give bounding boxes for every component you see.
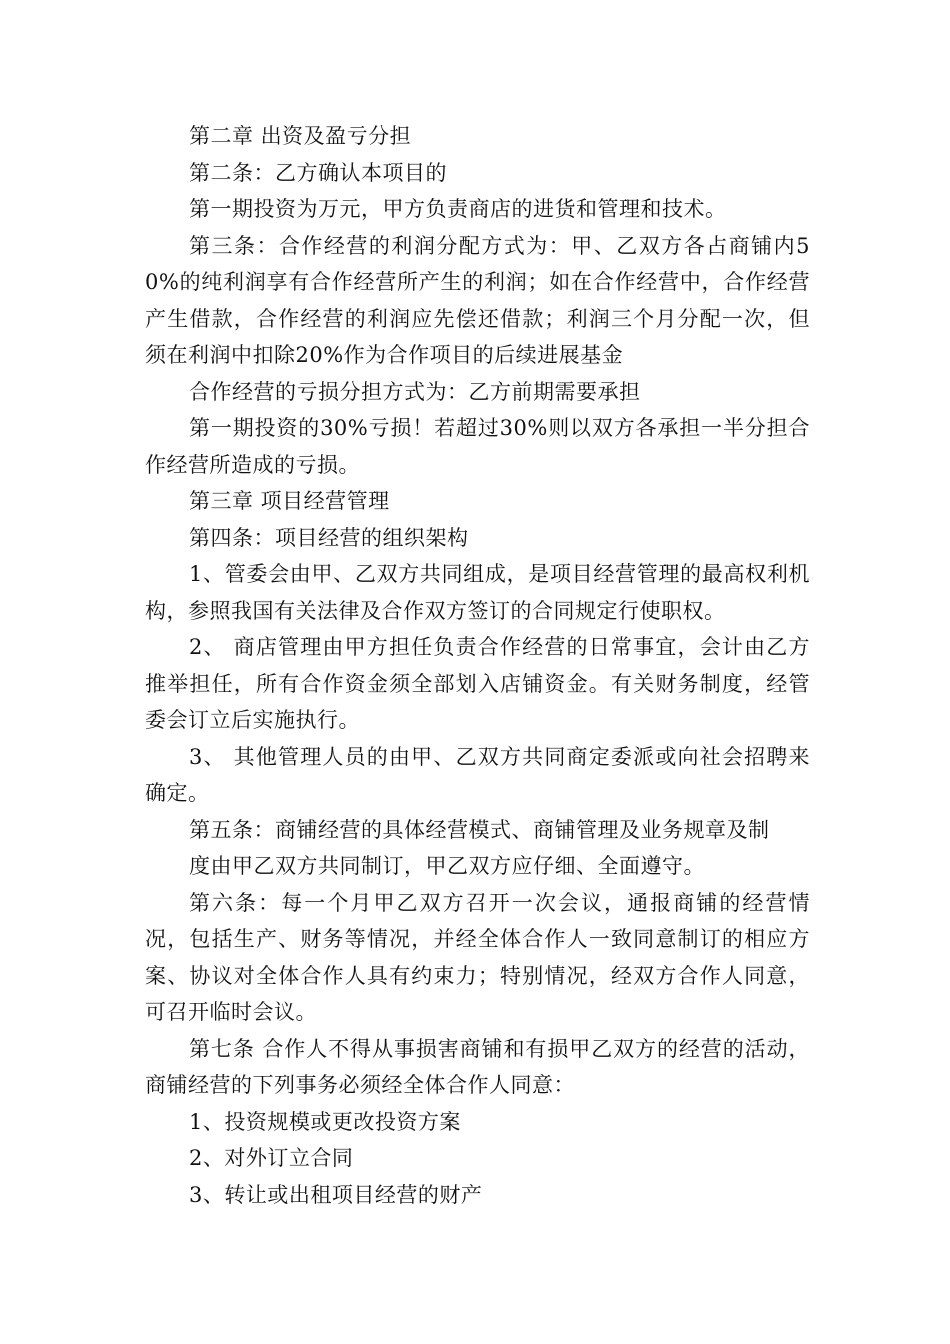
article-7-item-1: 1、投资规模或更改投资方案 (189, 1109, 461, 1134)
article-5-line-1: 第五条：商铺经营的具体经营模式、商铺管理及业务规章及制 (189, 817, 770, 842)
article-4-item-3: 3、 其他管理人员的由甲、乙双方共同商定委派或向社会招聘来确定。 (145, 744, 810, 805)
article-6: 第六条：每一个月甲乙双方召开一次会议，通报商铺的经营情况，包括生产、财务等情况，并经全体合作人一致同意制订的相应方案、协议对全体合作人具有约束力；特别情况，经双方合作人同意，可召开临时会议。 (145, 890, 810, 1024)
article-4-item-2: 2、 商店管理由甲方担任负责合作经营的日常事宜，会计由乙方推举担任，所有合作资金须全部划入店铺资金。有关财务制度，经管委会订立后实施执行。 (145, 635, 810, 732)
article-7: 第七条 合作人不得从事损害商铺和有损甲乙双方的经营的活动，商铺经营的下列事务必须经全体合作人同意： (145, 1036, 810, 1097)
chapter-heading-3: 第三章 项目经营管理 (189, 489, 390, 513)
article-7-item-3: 3、转让或出租项目经营的财产 (189, 1182, 483, 1207)
article-5-line-2: 度由甲乙双方共同制订，甲乙双方应仔细、全面遵守。 (189, 854, 705, 878)
article-7-item-2: 2、对外订立合同 (189, 1146, 354, 1170)
article-2-intro: 第二条：乙方确认本项目的 (189, 160, 447, 185)
article-4-item-1: 1、管委会由甲、乙双方共同组成，是项目经营管理的最高权利机构，参照我国有关法律及合作双方签订的合同规定行使职权。 (145, 562, 810, 623)
article-3-loss-body: 第一期投资的30%亏损！若超过30%则以双方各承担一半分担合作经营所造成的亏损。 (145, 416, 810, 477)
article-4-heading: 第四条：项目经营的组织架构 (189, 525, 469, 550)
document-body (145, 118, 810, 1213)
article-3-profit: 第三条：合作经营的利润分配方式为：甲、乙双方各占商铺内50%的纯利润享有合作经营所产生的利润；如在合作经营中，合作经营产生借款，合作经营的利润应先偿还借款；利润三个月分配一次，但须在利润中扣除20%作为合作项目的后续进展基金 (145, 233, 810, 367)
article-3-loss-intro: 合作经营的亏损分担方式为：乙方前期需要承担 (189, 379, 641, 404)
chapter-heading-2: 第二章 出资及盈亏分担 (189, 124, 412, 148)
article-2-body: 第一期投资为万元，甲方负责商店的进货和管理和技术。 (189, 197, 727, 221)
